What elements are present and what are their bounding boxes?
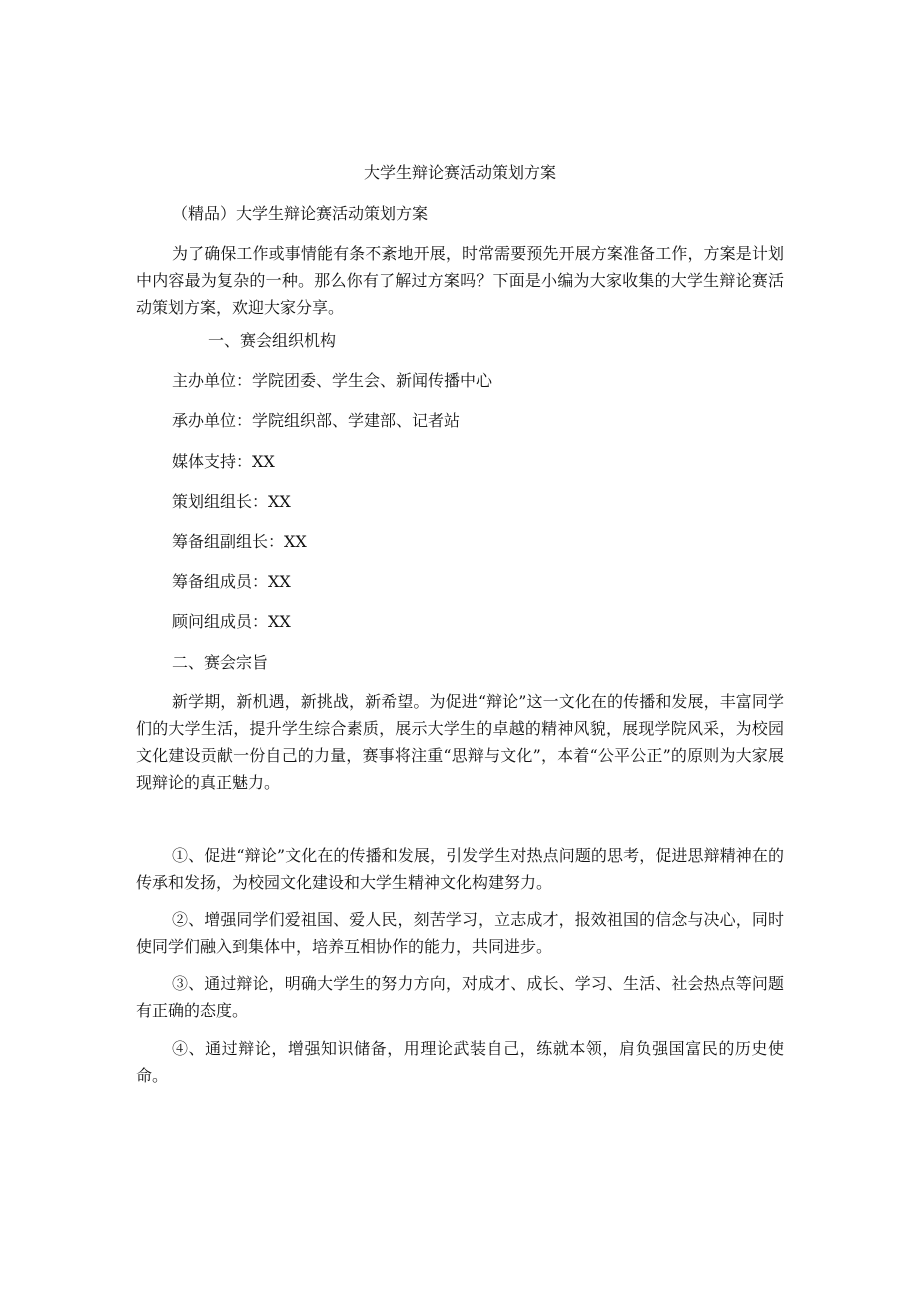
purpose-paragraph: 新学期，新机遇，新挑战，新希望。为促进“辩论”这一文化在的传播和发展，丰富同学们的大学生活，提升学生综合素质，展示大学生的卓越的精神风貌，展现学院风采，为校园文化建设贡献一份自己的力量，赛事将注重“思辩与文化”，本着“公平公正”的原则为大家展现辩论的真正魅力。 (136, 692, 784, 792)
org-item-planning-leader: 策划组组长：XX (172, 492, 291, 511)
intro-paragraph: 为了确保工作或事情能有条不紊地开展，时常需要预先开展方案准备工作，方案是计划中内容最为复杂的一种。那么你有了解过方案吗？下面是小编为大家收集的大学生辩论赛活动策划方案，欢迎大家分享。 (136, 244, 784, 317)
purpose-point-3: ③、通过辩论，明确大学生的努力方向，对成才、成长、学习、生活、社会热点等问题有正确的态度。 (136, 974, 784, 1020)
org-item-media: 媒体支持：XX (172, 452, 275, 471)
purpose-point-1: ①、促进“辩论”文化在的传播和发展，引发学生对热点问题的思考，促进思辩精神在的传承和发扬，为校园文化建设和大学生精神文化构建努力。 (136, 846, 784, 892)
org-item-members: 筹备组成员：XX (172, 572, 291, 591)
purpose-point-2: ②、增强同学们爱祖国、爱人民，刻苦学习，立志成才，报效祖国的信念与决心，同时使同学们融入到集体中，培养互相协作的能力，共同进步。 (136, 910, 784, 956)
org-item-organizer: 承办单位：学院组织部、学建部、记者站 (172, 411, 461, 430)
section-2-heading: 二、赛会宗旨 (172, 653, 269, 672)
org-item-advisors: 顾问组成员：XX (172, 612, 291, 631)
org-item-deputy-leader: 筹备组副组长：XX (172, 532, 307, 551)
purpose-point-4: ④、通过辩论，增强知识储备，用理论武装自己，练就本领，肩负强国富民的历史使命。 (136, 1039, 784, 1085)
document-title: 大学生辩论赛活动策划方案 (363, 163, 556, 182)
section-1-heading: 一、赛会组织机构 (208, 331, 337, 350)
document-subtitle: （精品）大学生辩论赛活动策划方案 (172, 204, 429, 223)
org-item-host: 主办单位：学院团委、学生会、新闻传播中心 (172, 371, 493, 390)
